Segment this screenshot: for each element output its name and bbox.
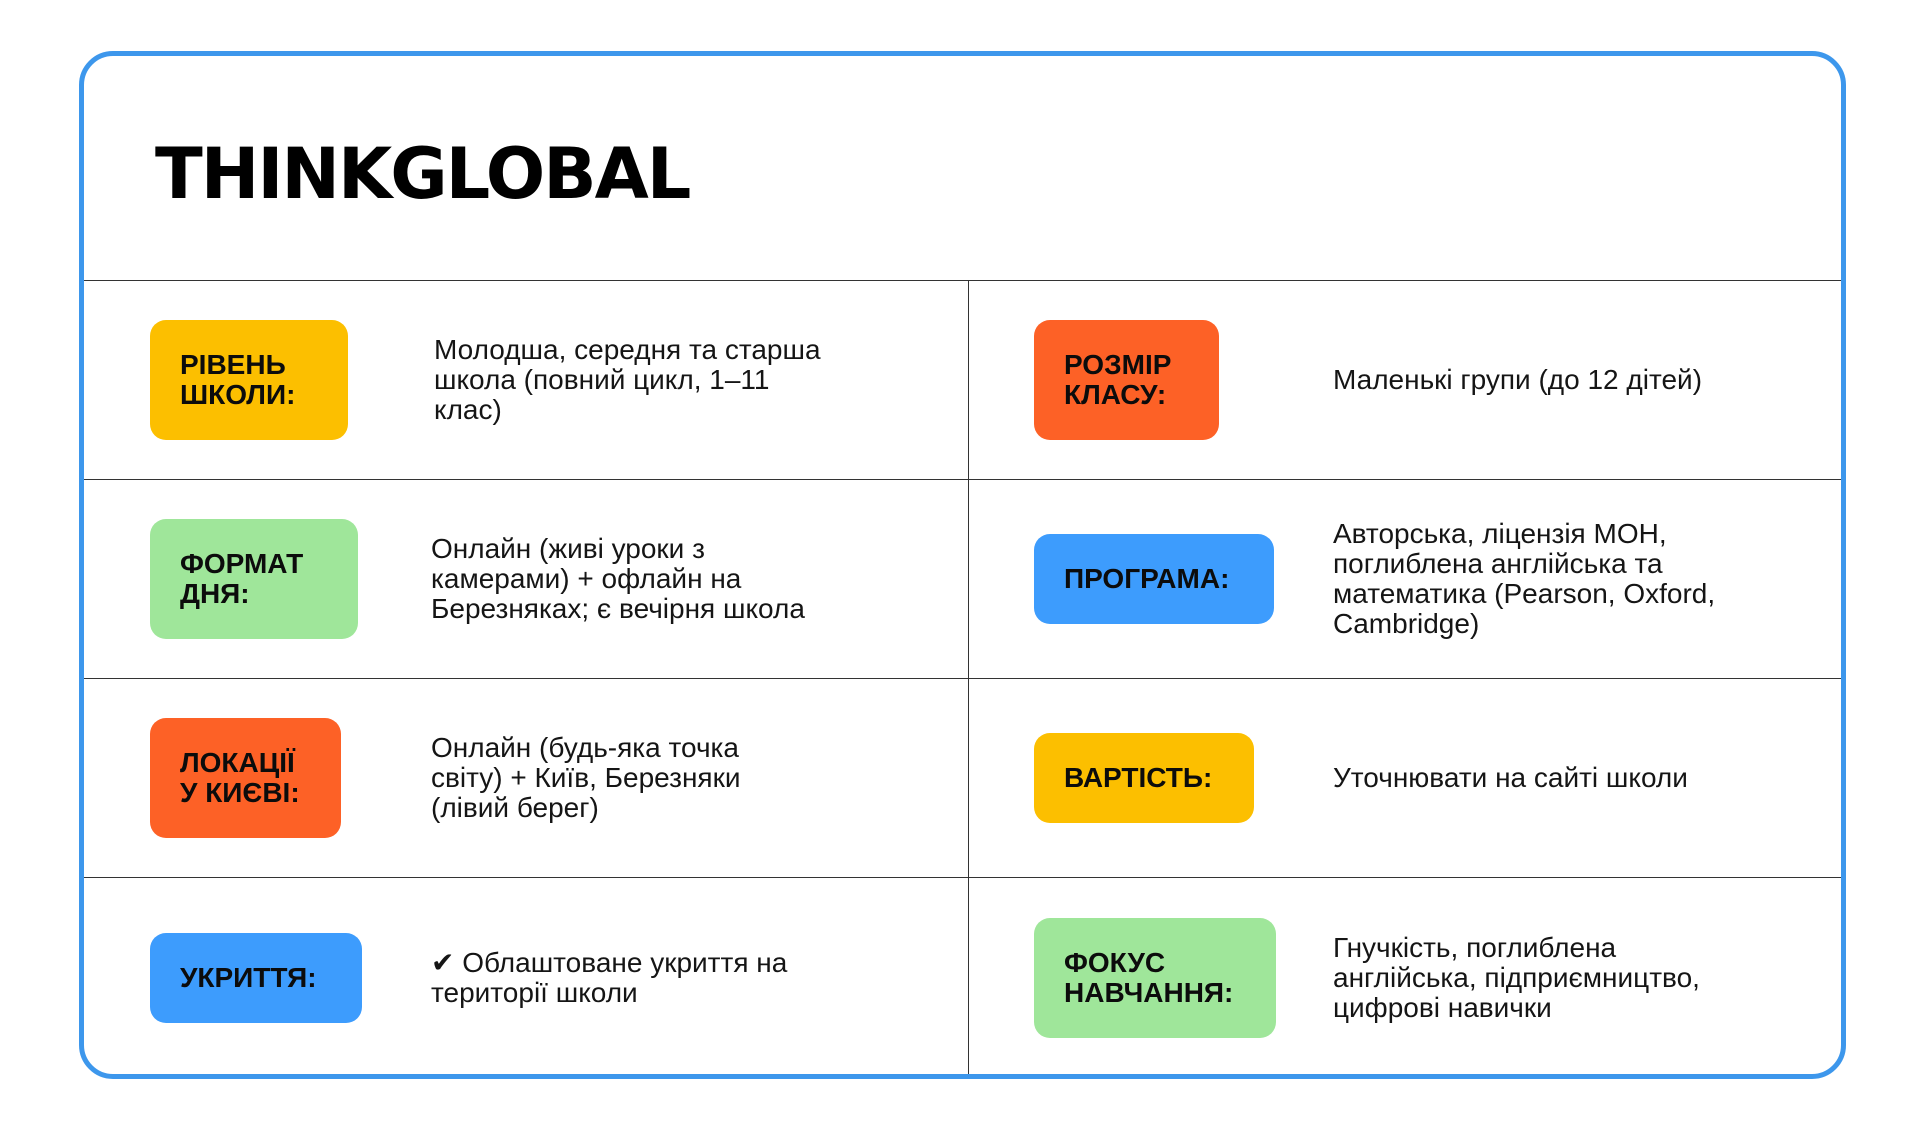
table-row: [84, 878, 1841, 1077]
day-format-value: Онлайн (живі уроки з камерами) + офлайн на Березняках; є вечірня школа: [431, 533, 805, 624]
shelter-value: ✔ Облаштоване укриття на території школи: [431, 946, 788, 1008]
info-table: [84, 280, 1841, 1077]
cost-label: ВАРТІСТЬ:: [1034, 733, 1254, 823]
column-divider: [968, 280, 969, 1074]
cost-value: Уточнювати на сайті школи: [1333, 762, 1688, 793]
learning-focus-value: Гнучкість, поглиблена англійська, підприємництво, цифрові навички: [1333, 931, 1700, 1023]
shelter-label: УКРИТТЯ:: [150, 933, 362, 1023]
learning-focus-label: ФОКУС НАВЧАННЯ:: [1034, 918, 1276, 1038]
table-row: [84, 281, 1841, 480]
day-format-label: ФОРМАТ ДНЯ:: [150, 519, 358, 639]
class-size-label: РОЗМІР КЛАСУ:: [1034, 320, 1219, 440]
table-row: [84, 480, 1841, 679]
locations-value: Онлайн (будь-яка точка світу) + Київ, Березняки (лівий берег): [431, 732, 741, 823]
locations-label: ЛОКАЦІЇ У КИЄВІ:: [150, 718, 341, 838]
school-info-card: [79, 51, 1846, 1079]
class-size-value: Маленькі групи (до 12 дітей): [1333, 364, 1703, 395]
table-row: [84, 679, 1841, 878]
school-level-label: РІВЕНЬ ШКОЛИ:: [150, 320, 348, 440]
program-label: ПРОГРАМА:: [1034, 534, 1274, 624]
school-level-value: Молодша, середня та старша школа (повний цикл, 1–11 клас): [434, 334, 821, 425]
program-value: Авторська, ліцензія МОН, поглиблена англійська та математика (Pearson, Oxford, Cambridge): [1333, 518, 1716, 639]
school-name-title: THINKGLOBAL: [155, 133, 690, 215]
